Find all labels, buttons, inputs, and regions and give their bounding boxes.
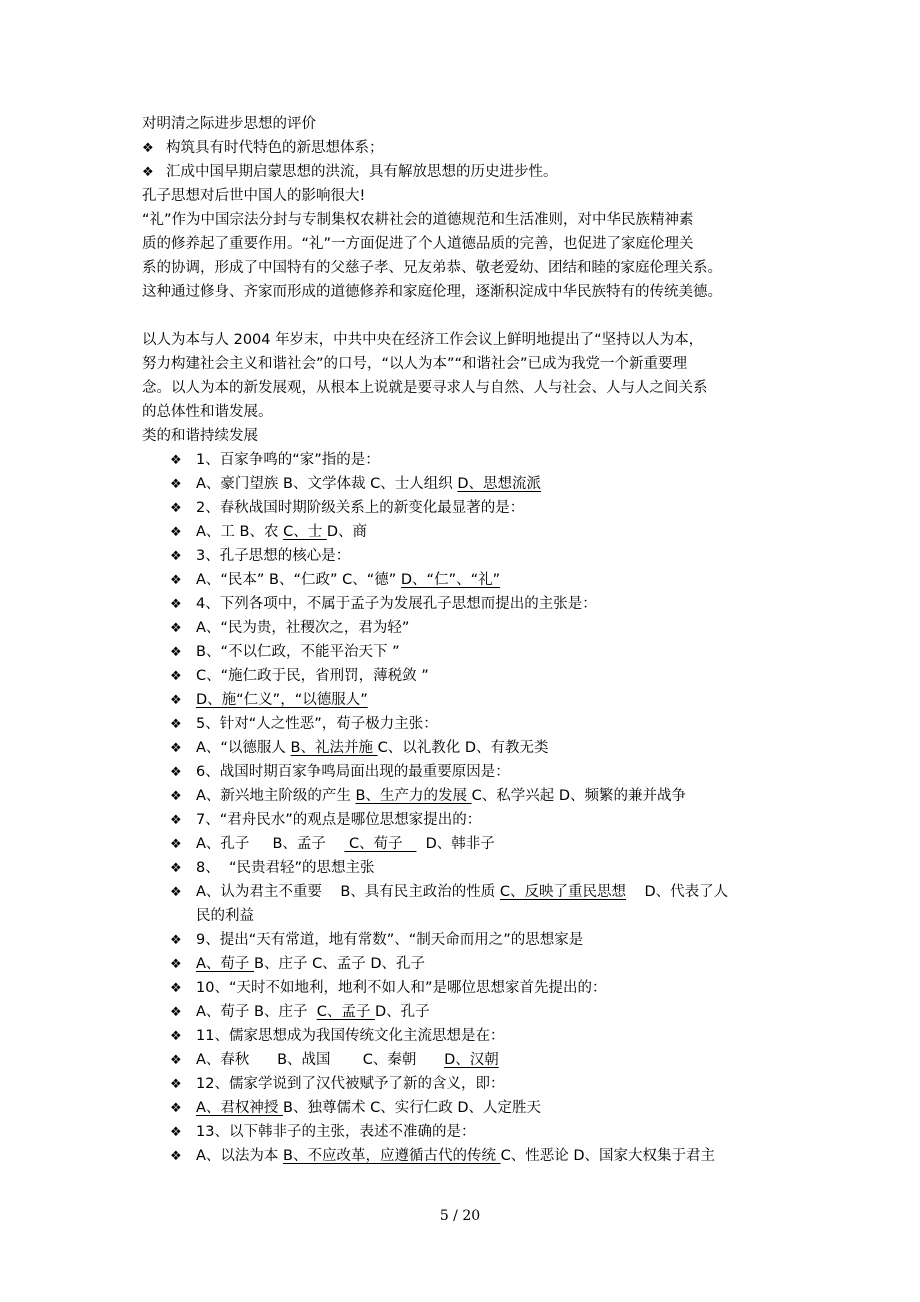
diamond-bullet-icon: ❖ xyxy=(170,717,182,732)
answer-item: ❖ A、孔子 B、孟子 C、荀子 D、韩非子 xyxy=(170,832,184,857)
paragraph-people-line: 念。以人为本的新发展观，从根本上说就是要寻求人与自然、人与社会、人与人之间关系 xyxy=(142,380,708,396)
diamond-bullet-icon: ❖ xyxy=(170,501,182,516)
diamond-bullet-icon: ❖ xyxy=(170,477,182,492)
correct-answer: D、思想流派 xyxy=(457,476,541,492)
correct-answer: B、礼法并施 xyxy=(290,740,378,756)
question-item: ❖ 13、以下韩非子的主张，表述不准确的是： xyxy=(170,1120,184,1145)
question-item: ❖ 4、下列各项中，不属于孟子为发展孔子思想而提出的主张是： xyxy=(170,592,184,617)
diamond-bullet-icon: ❖ xyxy=(170,453,182,468)
diamond-bullet-icon: ❖ xyxy=(170,885,182,900)
paragraph-li-line: “礼”作为中国宗法分封与专制集权农耕社会的道德规范和生活准则，对中华民族精神素 xyxy=(142,212,694,228)
diamond-bullet-icon: ❖ xyxy=(142,165,154,180)
diamond-bullet-icon: ❖ xyxy=(170,573,182,588)
paragraph-li-line: 质的修养起了重要作用。“礼”一方面促进了个人道德品质的完善，也促进了家庭伦理关 xyxy=(142,236,694,252)
correct-answer: C、孟子 xyxy=(316,1004,375,1020)
diamond-bullet-icon: ❖ xyxy=(170,1053,182,1068)
answer-item: ❖ A、认为君主不重要 B、具有民主政治的性质 C、反映了重民思想 D、代表了人 xyxy=(170,880,184,905)
heading-confucius: 孔子思想对后世中国人的影响很大! xyxy=(142,188,366,204)
question-item: ❖ 9、提出“天有常道，地有常数”、“制天命而用之”的思想家是 xyxy=(170,928,184,953)
question-item: ❖ 7、“君舟民水”的观点是哪位思想家提出的： xyxy=(170,808,184,833)
answer-item: ❖ A、“民为贵，社稷次之，君为轻” xyxy=(170,616,184,641)
question-item: ❖ 5、针对“人之性恶”，荀子极力主张： xyxy=(170,712,184,737)
answer-item: ❖ A、“民本” B、“仁政” C、“德” D、“仁”、“礼” xyxy=(170,568,184,593)
list-item: ❖ 构筑具有时代特色的新思想体系； xyxy=(142,136,156,161)
paragraph-people-line: 以人为本与人 2004 年岁末，中共中央在经济工作会议上鲜明地提出了“坚持以人为本， xyxy=(142,332,704,348)
question-item: ❖ 11、儒家思想成为我国传统文化主流思想是在： xyxy=(170,1024,184,1049)
answer-item: ❖ A、“以德服人 B、礼法并施 C、以礼教化 D、有教无类 xyxy=(170,736,184,761)
answer-item: ❖ C、“施仁政于民，省刑罚，薄税敛 ” xyxy=(170,664,184,689)
diamond-bullet-icon: ❖ xyxy=(170,933,182,948)
question-item: ❖ 10、“天时不如地利，地利不如人和”是哪位思想家首先提出的： xyxy=(170,976,184,1001)
diamond-bullet-icon: ❖ xyxy=(170,1125,182,1140)
diamond-bullet-icon: ❖ xyxy=(170,1077,182,1092)
answer-item xyxy=(170,688,368,713)
diamond-bullet-icon: ❖ xyxy=(170,1005,182,1020)
diamond-bullet-icon: ❖ xyxy=(170,957,182,972)
answer-item: ❖ A、以法为本 B、不应改革，应遵循古代的传统 C、性恶论 D、国家大权集于君主 xyxy=(170,1144,184,1169)
diamond-bullet-icon: ❖ xyxy=(170,1029,182,1044)
correct-answer: D、汉朝 xyxy=(444,1052,499,1068)
diamond-bullet-icon: ❖ xyxy=(170,669,182,684)
correct-answer: C、士 xyxy=(283,524,327,540)
answer-item: ❖ A、荀子 B、庄子 C、孟子 D、孔子 xyxy=(170,1000,184,1025)
answer-item: ❖ B、“不以仁政，不能平治天下 ” xyxy=(170,640,184,665)
correct-answer: C、荀子 xyxy=(344,836,417,852)
paragraph-li-line: 这种通过修身、齐家而形成的道德修养和家庭伦理，逐渐积淀成中华民族特有的传统美德。 xyxy=(142,284,722,300)
diamond-bullet-icon: ❖ xyxy=(170,813,182,828)
answer-item: ❖ A、春秋 B、战国 C、秦朝 D、汉朝 xyxy=(170,1048,184,1073)
question-item: ❖ 3、孔子思想的核心是： xyxy=(170,544,184,569)
heading-harmony: 类的和谐持续发展 xyxy=(142,428,258,444)
question-item: ❖ 1、百家争鸣的“家”指的是： xyxy=(170,448,184,473)
diamond-bullet-icon: ❖ xyxy=(170,645,182,660)
answer-item: ❖ A、新兴地主阶级的产生 B、生产力的发展 C、私学兴起 D、频繁的兼并战争 xyxy=(170,784,184,809)
diamond-bullet-icon: ❖ xyxy=(170,981,182,996)
diamond-bullet-icon: ❖ xyxy=(170,525,182,540)
correct-answer: D、施“仁义”，“以德服人” xyxy=(196,692,368,708)
diamond-bullet-icon: ❖ xyxy=(170,1149,182,1164)
answer-item: ❖ A、荀子 B、庄子 C、孟子 D、孔子 xyxy=(170,952,184,977)
question-item: ❖ 6、战国时期百家争鸣局面出现的最重要原因是： xyxy=(170,760,184,785)
correct-answer: B、生产力的发展 xyxy=(355,788,472,804)
list-item: ❖ 汇成中国早期启蒙思想的洪流，具有解放思想的历史进步性。 xyxy=(142,160,156,185)
diamond-bullet-icon: ❖ xyxy=(170,789,182,804)
diamond-bullet-icon: ❖ xyxy=(170,621,182,636)
diamond-bullet-icon: ❖ xyxy=(142,141,154,156)
correct-answer: A、荀子 xyxy=(196,956,255,972)
diamond-bullet-icon: ❖ xyxy=(170,597,182,612)
answer-item: ❖ A、工 B、农 C、士 D、商 xyxy=(170,520,184,545)
page-number: 5 / 20 xyxy=(439,1208,481,1224)
question-item: ❖ 12、儒家学说到了汉代被赋予了新的含义，即： xyxy=(170,1072,184,1097)
diamond-bullet-icon: ❖ xyxy=(170,1101,182,1116)
diamond-bullet-icon: ❖ xyxy=(170,861,182,876)
paragraph-li-line: 系的协调，形成了中国特有的父慈子孝、兄友弟恭、敬老爱幼、团结和睦的家庭伦理关系。 xyxy=(142,260,722,276)
diamond-bullet-icon: ❖ xyxy=(170,549,182,564)
question-item: ❖ 2、春秋战国时期阶级关系上的新变化最显著的是： xyxy=(170,496,184,521)
diamond-bullet-icon: ❖ xyxy=(170,765,182,780)
paragraph-people-line: 努力构建社会主义和谐社会”的口号，“以人为本”“和谐社会”已成为我党一个新重要理 xyxy=(142,356,688,372)
answer-item: ❖ A、豪门望族 B、文学体裁 C、士人组织 D、思想流派 xyxy=(170,472,184,497)
heading-evaluation: 对明清之际进步思想的评价 xyxy=(142,116,316,132)
diamond-bullet-icon: ❖ xyxy=(170,693,182,708)
answer-continuation: 民的利益 xyxy=(196,908,254,924)
correct-answer: D、“仁”、“礼” xyxy=(400,572,501,588)
diamond-bullet-icon: ❖ xyxy=(170,741,182,756)
answer-item: ❖ A、君权神授 B、独尊儒术 C、实行仁政 D、人定胜天 xyxy=(170,1096,184,1121)
correct-answer: B、不应改革，应遵循古代的传统 xyxy=(283,1148,501,1164)
correct-answer: A、君权神授 xyxy=(196,1100,284,1116)
paragraph-people-line: 的总体性和谐发展。 xyxy=(142,404,273,420)
correct-answer: C、反映了重民思想 xyxy=(499,884,627,900)
diamond-bullet-icon: ❖ xyxy=(170,837,182,852)
question-item: ❖ 8、 “民贵君轻”的思想主张 xyxy=(170,856,184,881)
